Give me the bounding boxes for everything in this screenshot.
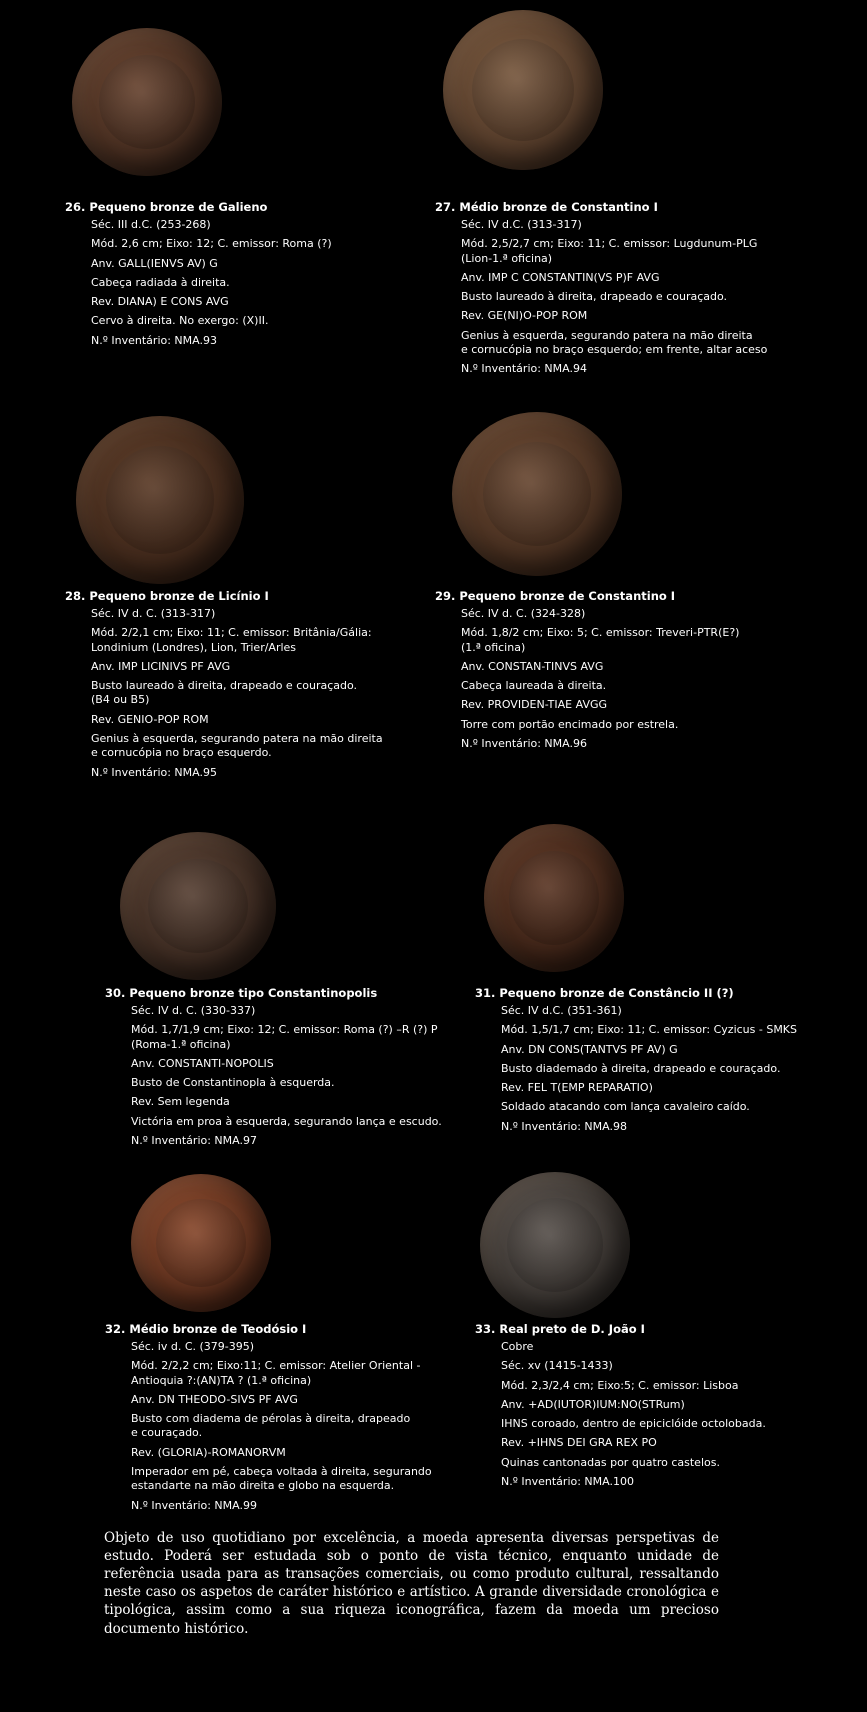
entry-number: 32. [105, 1322, 126, 1336]
entry-detail-line: Mód. 2/2,1 cm; Eixo: 11; C. emissor: Britânia/Gália: Londinium (Londres), Lion, Trier/Arles [91, 626, 372, 654]
entry-title [435, 200, 855, 215]
entry-detail-line: Mód. 2/2,2 cm; Eixo:11; C. emissor: Atelier Oriental - Antioquia ?:(AN)TA ? (1.ª oficina) [131, 1359, 421, 1387]
entry-number: 27. [435, 200, 456, 214]
entry-detail-line: Genius à esquerda, segurando patera na mão direita e cornucópia no braço esquerdo; em frente, altar aceso [461, 328, 768, 357]
entry-detail-line: Anv. CONSTAN-TINVS AVG [461, 659, 604, 673]
coin-entry-29 [435, 589, 855, 756]
entry-detail-line: Anv. GALL(IENVS AV) G [91, 256, 218, 270]
entry-title [105, 1322, 445, 1337]
coin-32-image [131, 1174, 271, 1312]
entry-detail-line: Mód. 2,5/2,7 cm; Eixo: 11; C. emissor: Lugdunum-PLG (Lion-1.ª oficina) [461, 237, 758, 265]
entry-title-text: Pequeno bronze de Constâncio II (?) [499, 986, 734, 1000]
entry-title [435, 589, 855, 604]
entry-detail-line: Rev. (GLORIA)-ROMANORVM [131, 1445, 286, 1459]
entry-detail-line: Rev. PROVIDEN-TIAE AVGG [461, 698, 608, 712]
entry-detail-line: Séc. IV d.C. (313-317) [461, 217, 582, 231]
coin-entry-33 [475, 1322, 855, 1494]
entry-number: 29. [435, 589, 456, 603]
entry-detail-line: Mód. 2,6 cm; Eixo: 12; C. emissor: Roma (?) [91, 237, 332, 251]
coin-26-image [72, 28, 222, 176]
entry-detail-line: Anv. DN CONS(TANTVS PF AV) G [501, 1042, 678, 1056]
entry-title-text: Real preto de D. João I [499, 1322, 645, 1336]
entry-detail-line: Busto laureado à direita, drapeado e couraçado. [461, 290, 728, 304]
entry-detail-line: Cabeça laureada à direita. [461, 679, 607, 693]
entry-detail-line: N.º Inventário: NMA.93 [91, 333, 217, 347]
entry-detail-line: Anv. CONSTANTI-NOPOLIS [131, 1056, 274, 1070]
entry-detail-line: Soldado atacando com lança cavaleiro caído. [501, 1100, 750, 1114]
entry-detail-line: Séc. IV d.C. (351-361) [501, 1003, 622, 1017]
coin-30-image [120, 832, 276, 980]
entry-detail-line: Séc. IV d. C. (330-337) [131, 1003, 256, 1017]
entry-detail-line: Anv. DN THEODO-SIVS PF AVG [131, 1392, 298, 1406]
entry-title-text: Médio bronze de Teodósio I [129, 1322, 307, 1336]
coin-entry-31 [475, 986, 855, 1139]
entry-title-text: Pequeno bronze de Constantino I [459, 589, 676, 603]
entry-detail-line: Rev. DIANA) E CONS AVG [91, 295, 229, 309]
entry-number: 30. [105, 986, 126, 1000]
entry-title-text: Pequeno bronze de Licínio I [89, 589, 269, 603]
entry-detail-line: Anv. IMP C CONSTANTIN(VS P)F AVG [461, 270, 660, 284]
coin-33-image [480, 1172, 630, 1318]
coin-28-image [76, 416, 244, 584]
entry-detail-line: N.º Inventário: NMA.99 [131, 1498, 257, 1512]
entry-detail-line: Séc. IV d. C. (313-317) [91, 606, 216, 620]
entry-title [65, 200, 395, 215]
entry-number: 28. [65, 589, 86, 603]
entry-detail-line: Cobre [501, 1339, 534, 1353]
entry-detail-line: Mód. 1,5/1,7 cm; Eixo: 11; C. emissor: Cyzicus - SMKS [501, 1023, 798, 1037]
entry-detail-line: Cabeça radiada à direita. [91, 275, 230, 289]
entry-detail-line: Mód. 2,3/2,4 cm; Eixo:5; C. emissor: Lisboa [501, 1378, 739, 1392]
entry-detail-line: Torre com portão encimado por estrela. [461, 717, 679, 731]
coin-entry-28 [65, 589, 405, 785]
entry-detail-line: Anv. +AD(IUTOR)IUM:NO(STRum) [501, 1397, 685, 1411]
entry-detail-line: Genius à esquerda, segurando patera na mão direita e cornucópia no braço esquerdo. [91, 732, 383, 760]
entry-detail-line: Rev. Sem legenda [131, 1095, 230, 1109]
coin-29-image [452, 412, 622, 576]
entry-detail-line: Rev. +IHNS DEI GRA REX PO [501, 1436, 657, 1450]
entry-title [65, 589, 405, 604]
entry-title-text: Pequeno bronze tipo Constantinopolis [129, 986, 378, 1000]
coin-entry-30 [105, 986, 465, 1153]
entry-detail-line: Quinas cantonadas por quatro castelos. [501, 1455, 720, 1469]
entry-number: 31. [475, 986, 496, 1000]
entry-detail-line: N.º Inventário: NMA.100 [501, 1475, 634, 1489]
entry-detail-line: Busto diademado à direita, drapeado e couraçado. [501, 1061, 781, 1075]
entry-title-text: Médio bronze de Constantino I [459, 200, 658, 214]
entry-detail-line: IHNS coroado, dentro de epiciclóide octolobada. [501, 1417, 766, 1431]
entry-detail-line: N.º Inventário: NMA.97 [131, 1134, 257, 1148]
entry-title [475, 1322, 855, 1337]
entry-detail-line: Rev. GE(NI)O-POP ROM [461, 309, 588, 323]
entry-detail-line: Imperador em pé, cabeça voltada à direita, segurando estandarte na mão direita e globo na esquerda. [131, 1465, 432, 1493]
entry-detail-line: Busto laureado à direita, drapeado e couraçado. (B4 ou B5) [91, 679, 358, 707]
entry-detail-line: Mód. 1,7/1,9 cm; Eixo: 12; C. emissor: Roma (?) –R (?) P (Roma-1.ª oficina) [131, 1023, 438, 1051]
entry-detail-line: Séc. III d.C. (253-268) [91, 217, 211, 231]
entry-detail-line: Victória em proa à esquerda, segurando lança e escudo. [131, 1114, 442, 1128]
entry-detail-line: Séc. iv d. C. (379-395) [131, 1339, 255, 1353]
coin-entry-27 [435, 200, 855, 382]
entry-detail-line: Rev. GENIO-POP ROM [91, 712, 209, 726]
entry-detail-line: N.º Inventário: NMA.94 [461, 362, 587, 376]
entry-detail-line: Cervo à direita. No exergo: (X)II. [91, 314, 269, 328]
coin-entry-26 [65, 200, 395, 353]
entry-detail-line: N.º Inventário: NMA.98 [501, 1119, 627, 1133]
entry-number: 33. [475, 1322, 496, 1336]
entry-number: 26. [65, 200, 86, 214]
entry-detail-line: N.º Inventário: NMA.96 [461, 737, 587, 751]
entry-detail-line: N.º Inventário: NMA.95 [91, 765, 217, 779]
entry-detail-line: Séc. xv (1415-1433) [501, 1359, 613, 1373]
entry-detail-line: Busto de Constantinopla à esquerda. [131, 1076, 335, 1090]
entry-title [475, 986, 855, 1001]
entry-detail-line: Séc. IV d. C. (324-328) [461, 606, 586, 620]
entry-detail-line: Anv. IMP LICINIVS PF AVG [91, 659, 231, 673]
entry-detail-line: Busto com diadema de pérolas à direita, drapeado e couraçado. [131, 1412, 411, 1440]
coin-entry-32 [105, 1322, 445, 1518]
entry-detail-line: Mód. 1,8/2 cm; Eixo: 5; C. emissor: Treveri-PTR(E?) (1.ª oficina) [461, 626, 740, 654]
entry-detail-line: Rev. FEL T(EMP REPARATIO) [501, 1081, 653, 1095]
closing-paragraph: Objeto de uso quotidiano por excelência, a moeda apresenta diversas perspetivas de estudo. Poderá ser estudada sob o ponto de vista técnico, enquanto unidade de referência usada para as transações comerciais, ou como produto cultural, ressaltando neste caso os aspetos de caráter histórico e artístico. A grande diversidade cronológica e tipológica, assim como a sua riqueza iconográfica, fazem da moeda um precioso documento histórico. [104, 1529, 719, 1637]
coin-31-image [484, 824, 624, 972]
coin-27-image [443, 10, 603, 170]
entry-title [105, 986, 465, 1001]
entry-title-text: Pequeno bronze de Galieno [89, 200, 268, 214]
